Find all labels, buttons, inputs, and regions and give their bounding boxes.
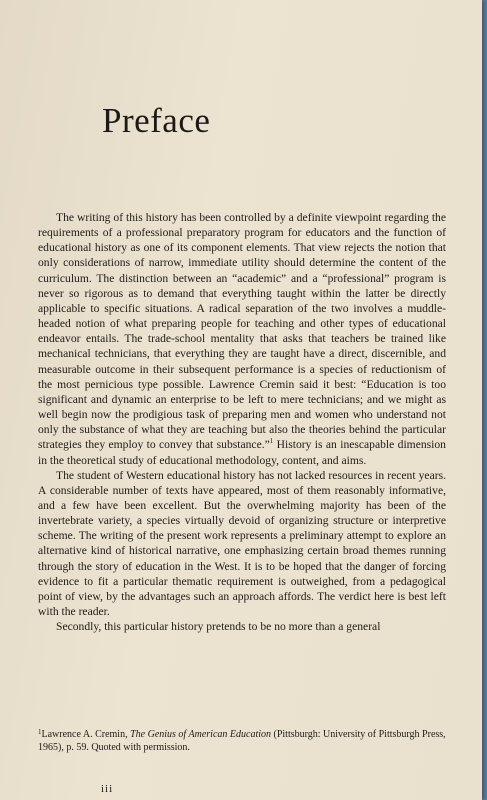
paragraph-3: Secondly, this particular history pretends to be no more than a general [56,620,381,634]
paragraph-1-continuation: History is an inescapable dimension in the theoretical study of educational methodology, content, and aims. [38,438,446,467]
paragraph-1-text: The writing of this history has been controlled by a definite viewpoint regarding the requirements of a professional preparatory program for educators and the function of educational history as one of its component elements. That view rejects the notion that only considerations of narrow, immediate utility should determine the content of the curriculum. The distinction between an “academic” and a “professional” program is never so rigorous as to demand that everything taught within the latter be directly applicable to specific situations. A radical separation of the two involves a muddle-headed notion of what preparing people for teaching and other types of educational endeavor entails. The trade-school mentality that asks that teachers be trained like mechanical technicians, that everything they are taught have a direct, discernible, and measurable outcome in their subsequent performance is a species of reductionism of the most pernicious type possible. Lawrence Cremin said it best: “Education is too significant and dynamic an enterprise to be left to mere technicians; and we might as well begin now the prodigious task of preparing men and women who understand not only the substance of what they are teaching but also the theories behind the particular strategies they employ to convey that substance.” [38,211,446,452]
paragraph-2: The student of Western educational history has not lacked resources in recent years. A considerable number of texts have appeared, most of them reasonably informative, and a few have been excellent. But the overwhelming majority has been of the invertebrate variety, a species virtually devoid of organizing structure or interpretive scheme. The writing of the present work represents a preliminary attempt to explore an alternative kind of historical narrative, one emphasizing certain broad themes running through the story of education in the West. It is to be hoped that the danger of forcing evidence to fit a particular thematic requirement is outweighed, from a pedagogical point of view, by the advantages such an approach affords. The verdict here is best left with the reader. [38,468,446,619]
page-title: Preface [102,101,211,141]
footnote-citation: (Pittsburgh: University of Pittsburgh Press, 1965), p. 59. Quoted with permission. [38,729,446,753]
footnote-author: Lawrence A. Cremin, [41,729,131,740]
page-number: iii [101,783,114,795]
footnote-book-title: The Genius of American Education [130,729,272,740]
body-text [38,210,446,634]
paragraph-1 [38,210,446,468]
footnote-marker: 1 [38,728,42,736]
footnote-reference: 1 [269,437,274,446]
footnote [38,726,450,754]
